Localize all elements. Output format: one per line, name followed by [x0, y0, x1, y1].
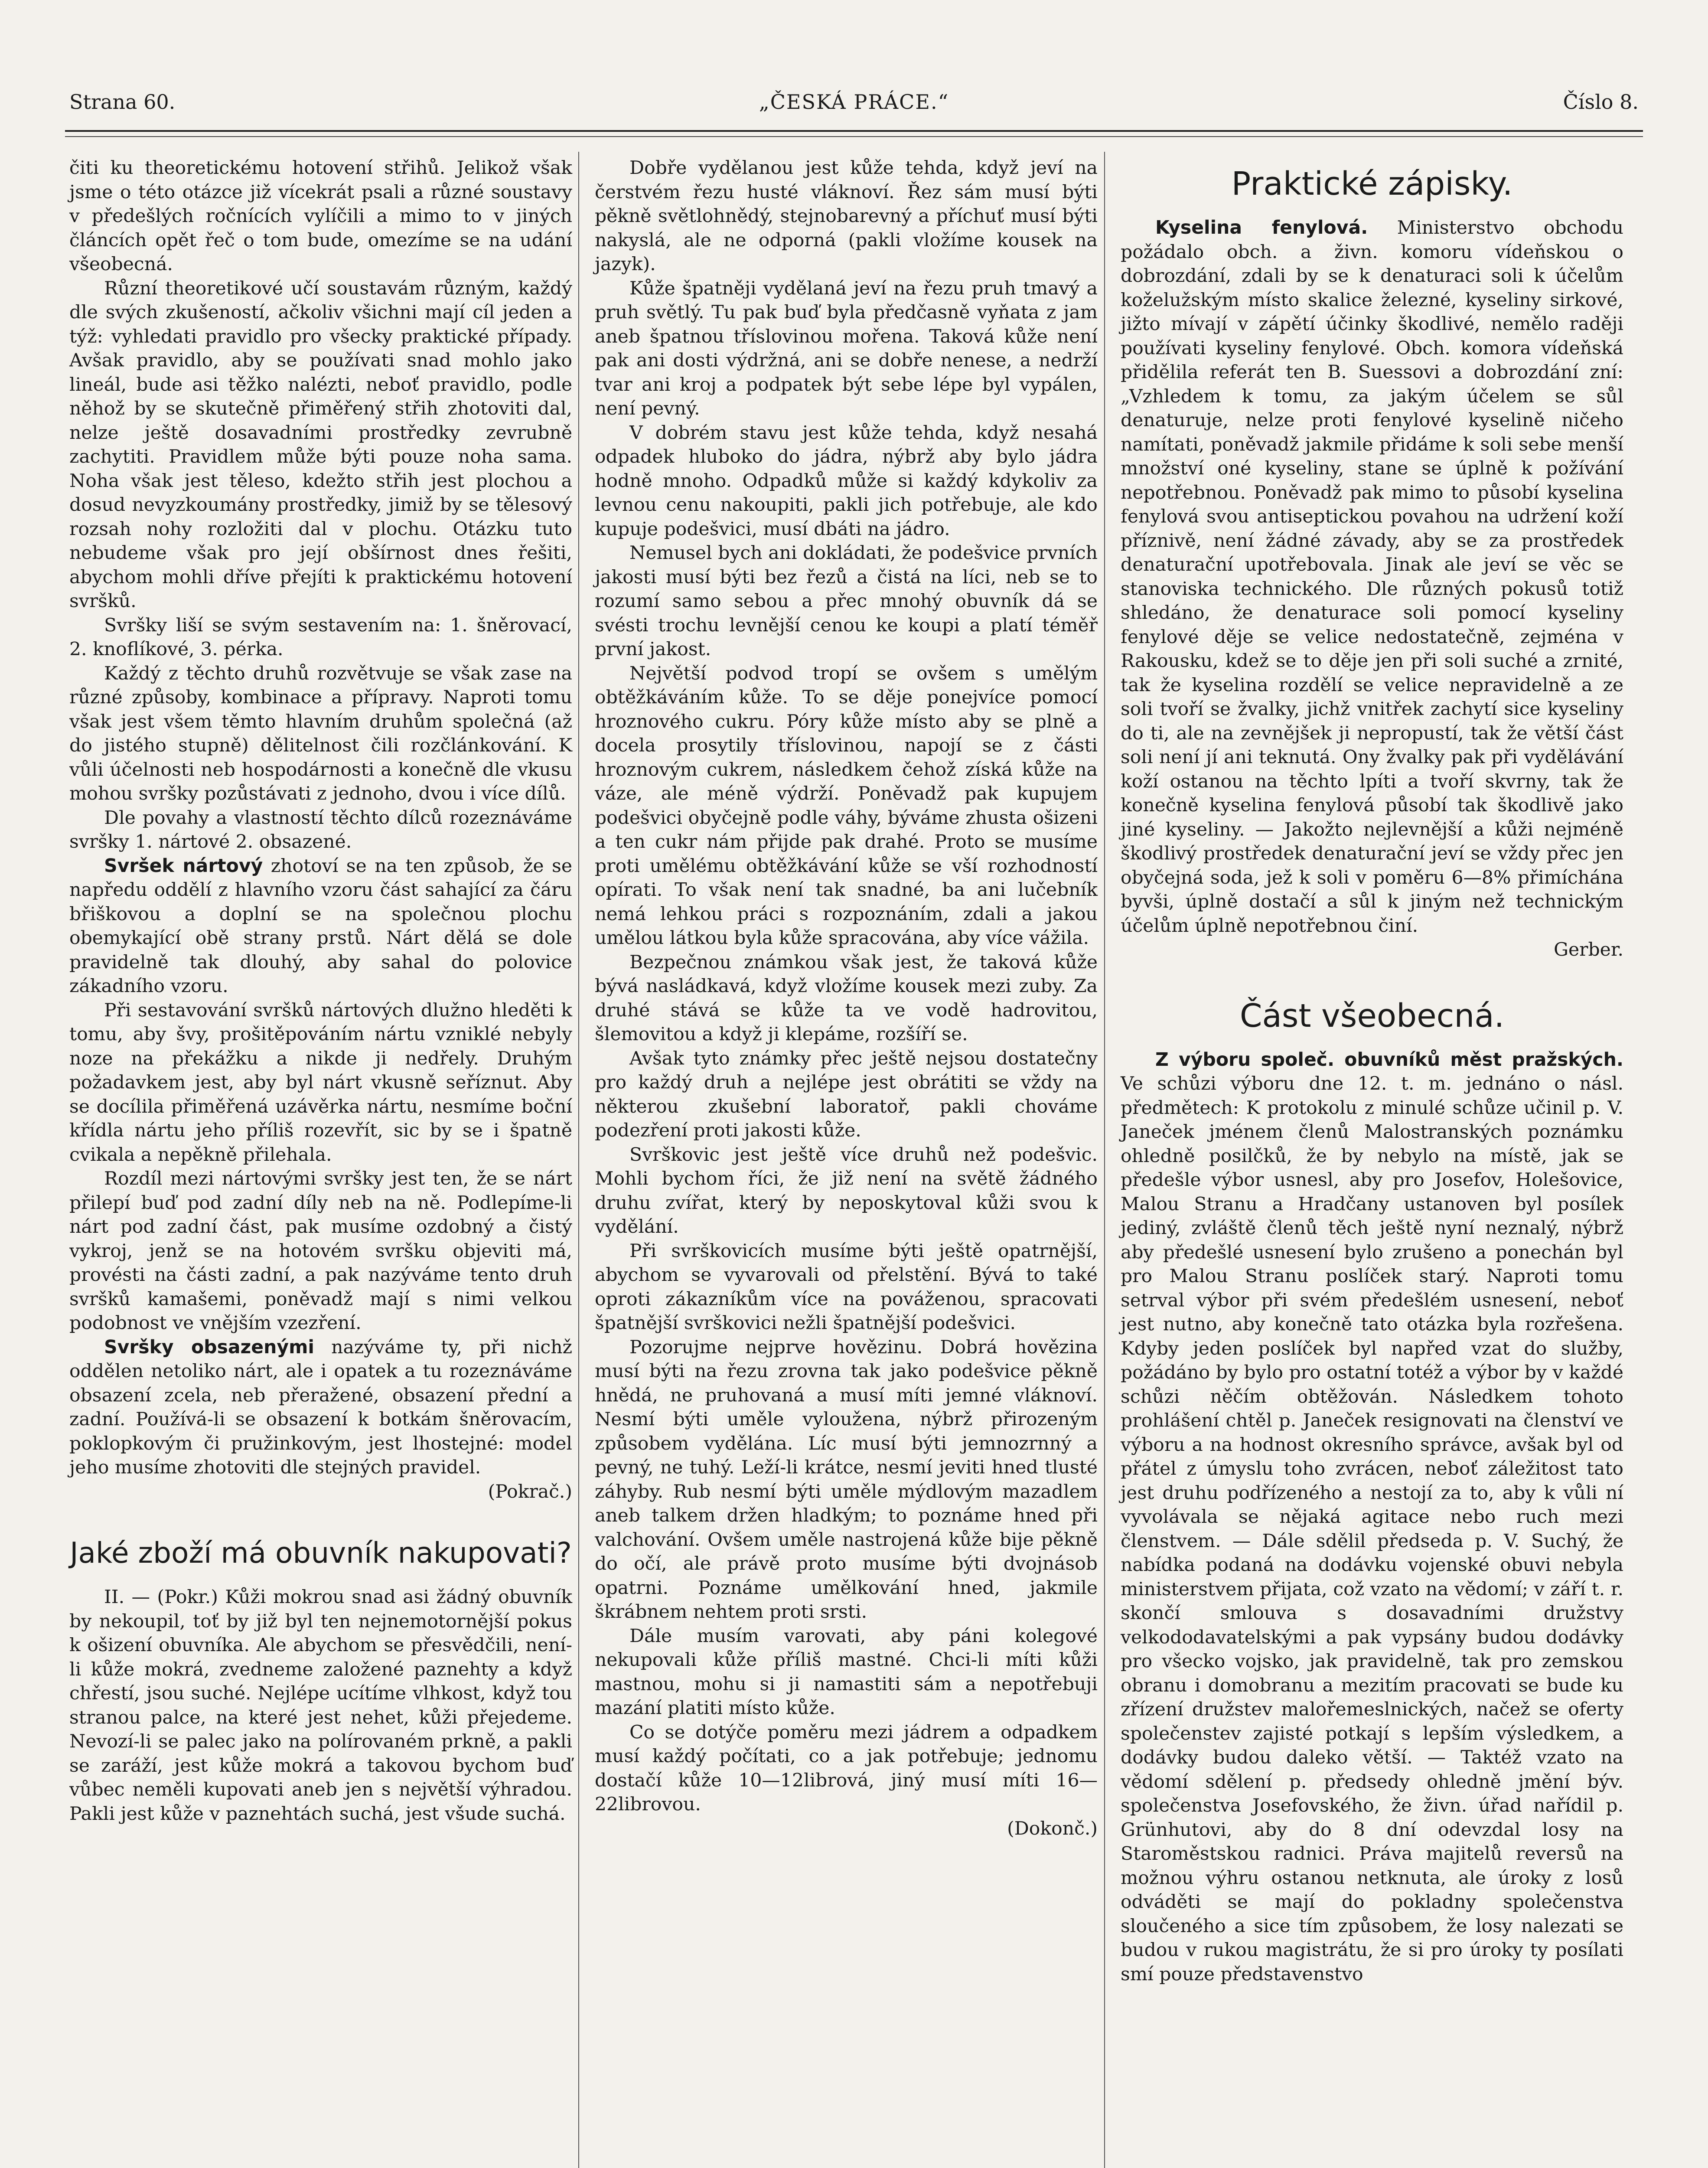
- paragraph: čiti ku theoretickému hotovení střihů. Jelikož však jsme o této otázce již vícekrát psali a různé soustavy v předešlých ročnících vylíčili a mimo to v jiných článcích opět řeč o tom bude, omezíme se na udání všeobecná.: [69, 157, 572, 275]
- paragraph: Kůže špatněji vydělaná jeví na řezu pruh tmavý a pruh světlý. Tu pak buď byla předčasně vyňata z jam aneb špatnou tříslovinou mořena. Taková kůže není pak ani dosti výdržná, ani se dobře nenese, a nedrží tvar ani kroj a podpatek být sebe lépe byl vypálen, není pevný.: [595, 278, 1098, 419]
- column-middle: [595, 156, 1098, 1841]
- paragraph-text: Ministerstvo obchodu požádalo obch. a živn. komoru vídeňskou o dobrozdání, zdali by se k denaturaci soli k účelům koželužským místo skalice železné, kyseliny sirkové, jižto mívají v zápětí účinky škodlivé, nemělo raději používati kyseliny fenylové. Obch. komora vídeňská přidělila referát ten B. Suessovi a dobrozdání zní: „Vzhledem k tomu, za jakým účelem se sůl denaturuje, nelze proti fenylové kyselině ničeho namítati, poněvadž jakmile přidáme k soli sebe menší množství oné kyseliny, stane se úplně k požívání nepotřebnou. Poněvadž pak mimo to působí kyselina fenylová svou antiseptickou povahou na udržení koží příznivě, není žádné závady, aby se za prostředek denaturační upotřebovala. Jinak ale jeví se věc se stanoviska technického. Dle různých pokusů totiž shledáno, že denaturace soli pomocí kyseliny fenylové děje se velice nedostatečně, zejména v Rakousku, kdež se to děje jen při soli suché a zrnité, tak že kyselina rozdělí se velice nepravidelně a ze soli tvoří se žvalky, jichž vnitřek zachytí sice kyseliny do ti, ale na zevnějšek ji nepropustí, tak že větší část soli není jí ani teknutá. Ony žvalky pak při vydělávání koží ostanou na těchto lpíti a tvoří skvrny, tak že konečně kyselina fenylová působí tak škodlivě jako jiné kyseliny. — Jakožto nejlevnější a kůži nejméně škodlivý prostředek denaturační jeví se vždy přec jen obyčejná soda, jež k soli v poměru 6—8% přimíchána byvši, úplně dostačí a sůl k jiným než technickým účelům úplně nepotřebnou činí.: [1121, 217, 1623, 937]
- paragraph: Svrškovic jest ještě více druhů než podešvic. Mohli bychom říci, že již není na světě žádného druhu zvířat, který by neposkytoval kůži svou k vydělání.: [595, 1144, 1098, 1237]
- lead-term: Svršek nártový: [104, 855, 263, 877]
- paragraph: Různí theoretikové učí soustavám různým, každý dle svých zkušeností, ačkoliv všichni mají cíl jeden a týž: vyhledati pravidlo pro všecky praktické případy. Avšak pravidlo, aby se používati snad mohlo jako lineál, bude asi těžko nalézti, neboť pravidlo, podle něhož by se skutečně přiměřený střih zhotoviti dal, nelze ještě dosavadními prostředky zevrubně zachytiti. Pravidlem může býti pouze noha sama. Noha však jest těleso, kdežto střih jest plochou a dosud nevyzkoumány prostředky, jimiž by se tělesový rozsah nohy rozložiti dal v plochu. Otázku tuto nebudeme však pro její obšírnost dnes řešiti, abychom mohli dříve přejíti k praktickému hotovení svršků.: [69, 278, 572, 612]
- page-number: Strana 60.: [69, 90, 176, 114]
- column-divider: [578, 152, 579, 2168]
- paragraph: Svršky liší se svým sestavením na: 1. šněrovací, 2. knoflíkové, 3. pérka.: [69, 614, 572, 660]
- column-left: [69, 156, 572, 1826]
- end-note: (Dokonč.): [1007, 1818, 1098, 1839]
- paragraph: Při sestavování svršků nártových dlužno hleděti k tomu, aby švy, prošitěpováním nártu vzniklé nebyly noze na překážku a nikde ji nedřely. Druhým požadavkem jest, aby byl nárt vkusně seříznut. Aby se docílila přiměřená uzávěrka nártu, nesmíme boční křídla nártu jeho příliš rozevřít, sic by se i špatně cvikala a nepěkně přilehala.: [69, 999, 572, 1166]
- lead-term: Z výboru společ. obuvníků měst pražských.: [1155, 1049, 1623, 1071]
- paragraph: Dle povahy a vlastností těchto dílců rozeznáváme svršky 1. nártové 2. obsazené.: [69, 807, 572, 852]
- header-rule-thin: [65, 136, 1643, 137]
- paragraph: [69, 1335, 572, 1480]
- paragraph-text: zhotoví se na ten způsob, že se napředu oddělí z hlavního vzoru část sahající za čáru břiškovou a doplní se na společnou plochu obemykající obě strany prstů. Nárt dělá se dole pravidelně tak dlouhý, aby sahal do polovice zákadního vzoru.: [69, 855, 572, 997]
- paragraph: Každý z těchto druhů rozvětvuje se však zase na různé způsoby, kombinace a přípravy. Naproti tomu však jest všem těmto hlavním druhům společná (až do jistého stupně) dělitelnost čili rozčlánkování. K vůli účelnosti neb hospodárnosti a konečně dle vkusu mohou svršky pozůstávati z jednoho, dvou i více dílů.: [69, 663, 572, 804]
- paragraph: V dobrém stavu jest kůže tehda, když nesahá odpadek hluboko do jádra, nýbrž aby bylo jádra hodně mnoho. Odpadků může si každý kdykoliv za levnou cenu nakoupiti, pakli jich potřebuje, ale kdo kupuje podešvici, musí dbáti na jádro.: [595, 422, 1098, 540]
- paragraph: [1121, 1048, 1623, 1987]
- issue-number: Číslo 8.: [1563, 90, 1639, 114]
- section-title: Praktické zápisky.: [1231, 165, 1513, 202]
- paragraph: Pozorujme nejprve hovězinu. Dobrá hovězina musí býti na řezu zrovna tak jako podešvice pěkně hnědá, ne pruhovaná a musí míti jemné vláknoví. Nesmí býti uměle vyloužena, nýbrž přirozeným způsobem vydělána. Líc musí býti jemnozrnný a pevný, ne tuhý. Leží-li krátce, nesmí jeviti hned tlusté záhyby. Rub nesmí býti uměle mýdlovým mazadlem aneb talkem držen hladkým; to poznáme hned při valchování. Ovšem uměle nastrojená kůže bije pěkně do očí, ale právě proto musíme býti dvojnásob opatrni. Poznáme umělkování hned, jakmile škrábnem nehtem proti srsti.: [595, 1336, 1098, 1623]
- journal-title: „ČESKÁ PRÁCE.“: [759, 90, 949, 114]
- lead-term: Kyselina fenylová.: [1155, 217, 1368, 238]
- header-rule-thick: [65, 130, 1643, 132]
- column-divider: [1104, 152, 1105, 2168]
- author-signature: Gerber.: [1554, 939, 1623, 960]
- section-title: Část všeobecná.: [1239, 997, 1505, 1035]
- paragraph: Bezpečnou známkou však jest, že taková kůže bývá nasládkavá, když vložíme kousek mezi zuby. Za druhé stává se kůže ta ve vodě hadrovitou, šlemovitou a když ji klepáme, rozšíří se.: [595, 951, 1098, 1045]
- paragraph: Rozdíl mezi nártovými svršky jest ten, že se nárt přilepí buď pod zadní díly neb na ně. Podlepíme-li nárt pod zadní část, pak musíme ozdobný a čistý vykroj, jenž se na hotovém svršku objeviti má, provésti na části zadní, a pak nazýváme tento druh svršků kamašemi, poněvadž mají s nimi velkou podobnost ve vnějším vzezření.: [69, 1168, 572, 1334]
- paragraph-text: nazýváme ty, při nichž oddělen netoliko nárt, ale i opatek a tu rozeznáváme obsazení zcela, neb přeražené, obsazení přední a zadní. Používá-li se obsazení k botkám šněrovacím, poklopkovým či pružinkovým, jest lhostejné: model jeho musíme zhotoviti dle stejných pravidel.: [69, 1336, 572, 1478]
- page-header: [65, 87, 1643, 121]
- paragraph: Dobře vydělanou jest kůže tehda, když jeví na čerstvém řezu husté vláknoví. Řez sám musí býti pěkně světlohnědý, stejnobarevný a příchuť musí býti nakyslá, ale ne odporná (pakli vložíme kousek na jazyk).: [595, 157, 1098, 275]
- paragraph-text: Ve schůzi výboru dne 12. t. m. jednáno o násl. předmětech: K protokolu z minulé schůze učinil p. V. Janeček jménem členů Malostranských poznámku ohledně posilčků, že by nebylo na místě, jak se předešle výbor usnesl, aby pro Josefov, Holešovice, Malou Stranu a Hradčany ustanoven byl posílek jediný, zvláště členů těch ještě nyní neznalý, nýbrž aby předešlé usnesení bylo zrušeno a ponechán byl pro Malou Stranu poslíček starý. Naproti tomu setrval výbor při svém předešlém usnesení, neboť jest nutno, aby konečně tato otázka byla rozřešena. Kdyby jeden poslíček byl napřed vzat do služby, požádáno by bylo pro ostatní totéž a výbor by v každé schůzi něčím obtěžován. Následkem tohoto prohlášení chtěl p. Janeček resignovati na členství ve výboru a na hodnost okresního správce, avšak byl od přátel z úmyslu toho zvrácen, neboť záležitost tato jest druhu podřízeného a nestojí za to, aby k vůli ní vyvolávala se nějaká agitace nebo ruch mezi členstvem. — Dále sdělil předseda p. V. Suchý, že nabídka podaná na dodávku vojenské obuvi nebyla ministerstvem přijata, což vzato na vědomí; v září t. r. skončí smlouva s dosavadními družstvy velkododavatelskými a pak vypsány budou dodávky pro všecko vojsko, jak pravidelně, tak pro zemskou obranu i domobranu a mezitím pracovati se bude ku zřízení družstev malořemeslnických, načež se oferty společenstev zajisté potkají s lepším výsledkem, a dodávky budou daleko větší. — Taktéž vzato na vědomí sdělení p. předsedy ohledně jmění býv. společenstva Josefovského, že živn. úřad nařídil p. Grünhutovi, aby do 8 dní odevzdal losy na Staroměstskou radnici. Práva majitelů reversů na možnou výhru ostanou netknuta, ale úroky z losů odváděti se mají do pokladny společenstva sloučeného a sice tím způsobem, že losy nalezati se budou v rukou magistrátu, že si pro úroky ty posílati smí pouze představenstvo: [1121, 1073, 1623, 1985]
- continued-note: (Pokrač.): [488, 1481, 572, 1502]
- paragraph: Dále musím varovati, aby páni kolegové nekupovali kůže příliš mastné. Chci-li míti kůži mastnou, mohu si ji namastiti sám a nepotřebuji mazání platiti místo kůže.: [595, 1625, 1098, 1719]
- paragraph: [1121, 216, 1623, 938]
- lead-term: Svršky obsazenými: [104, 1336, 314, 1358]
- paragraph: II. — (Pokr.) Kůži mokrou snad asi žádný obuvník by nekoupil, toť by již byl ten nejnemotornější pokus k ošizení obuvníka. Ale abychom se přesvědčili, není-li kůže mokrá, zvedneme založené paznehty a když chřestí, jsou suché. Nejlépe ucítíme vlhkost, když tou stranou palce, na které jest nehet, kůži přejedeme. Nevozí-li se palec jako na polírovaném prkně, a pakli se zaráží, jest kůže mokrá a takovou bychom buď vůbec neměli kupovati aneb jen s největší výhradou. Pakli jest kůže v paznehtách suchá, jest všude suchá.: [69, 1587, 572, 1825]
- article-title: Jaké zboží má obuvník nakupovati?: [70, 1536, 572, 1570]
- paragraph: Největší podvod tropí se ovšem s umělým obtěžkáváním kůže. To se děje ponejvíce pomocí hroznového cukru. Póry kůže místo aby se plně a docela prosytily tříslovinou, napojí se z části hroznovým cukrem, následkem čehož získá kůže na váze, ale méně výdrží. Poněvadž pak kupujem podešvici obyčejně podle váhy, býváme zhusta ošizeni a ten cukr nám přijde pak drahé. Proto se musíme proti umělému obtěžkávání kůže se vší rozhodností opírati. To však není tak snadné, ba ani lučebník nemá lehkou práci s rozpoznáním, zdali a jakou umělou látkou byla kůže spracována, aby více vážila.: [595, 663, 1098, 949]
- paragraph: Avšak tyto známky přec ještě nejsou dostatečny pro každý druh a nejlépe jest obrátiti se vždy na některou zkušební laboratoř, pakli chováme podezření proti jakosti kůže.: [595, 1048, 1098, 1141]
- paragraph: Nemusel bych ani dokládati, že podešvice prvních jakosti musí býti bez řezů a čistá na líci, neb se to rozumí samo sebou a přec mnohý obuvník dá se svésti trochu levnější cenou ke koupi a platí téměř první jakost.: [595, 542, 1098, 660]
- paragraph: Co se dotýče poměru mezi jádrem a odpadkem musí každý počítati, co a jak potřebuje; jednomu dostačí kůže 10—12librová, jiný musí míti 16—22librovou.: [595, 1721, 1098, 1815]
- paragraph: [69, 854, 572, 999]
- column-right: [1121, 156, 1623, 1986]
- paragraph: Při svrškovicích musíme býti ještě opatrnější, abychom se vyvarovali od přelstění. Bývá to také oproti zákazníkům více na pováženou, spracovati špatnější svrškovici nežli špatnější podešvici.: [595, 1240, 1098, 1334]
